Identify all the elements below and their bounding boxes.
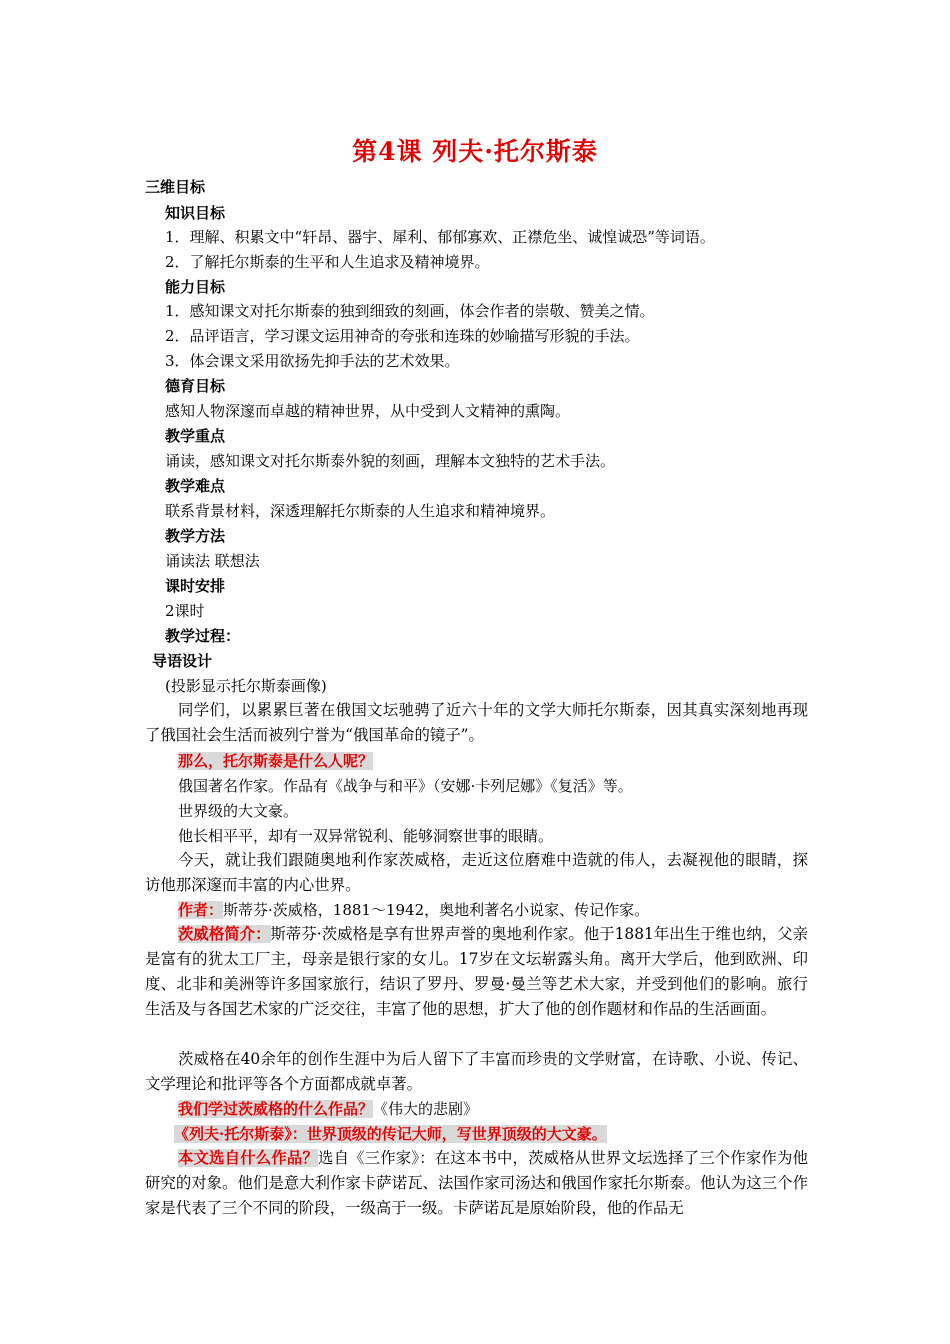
bio-label: 茨威格简介： [178,925,271,943]
keshi-text: 2课时 [165,602,205,620]
heading-guocheng: 教学过程： [165,627,241,645]
question-works [178,1098,478,1119]
answer-line-2: 世界级的大文豪。 [178,802,299,820]
author-text: 斯蒂芬·茨威格，1881～1942，奥地利著名小说家、传记作家。 [223,901,650,919]
heading-daoyu: 导语设计 [152,652,213,670]
answer-line-3: 他长相平平，却有一双异常锐利、能够洞察世事的眼睛。 [178,827,554,845]
highlight-text: 《列夫·托尔斯泰》：世界顶级的传记大师，写世界顶级的大文豪。 [174,1125,607,1143]
heading-fangfa: 教学方法 [165,527,226,545]
question-works-answer: 《伟大的悲剧》 [373,1100,479,1118]
author-label: 作者： [178,901,224,919]
touying-note: (投影显示托尔斯泰画像) [165,677,327,695]
bio-paragraph [145,922,808,1022]
answer-line-1: 俄国著名作家。作品有《战争与和平》（安娜·卡列尼娜》《复活》等。 [178,777,633,795]
nengli-item-3: 3．体会课文采用欲扬先抑手法的艺术效果。 [165,352,460,370]
heading-nandian: 教学难点 [165,477,226,495]
zhishi-item-2: 2．了解托尔斯泰的生平和人生追求及精神境界。 [165,253,490,271]
highlight-line [174,1123,607,1144]
intro-paragraph: 同学们，以累累巨著在俄国文坛驰骋了近六十年的文学大师托尔斯泰，因其真实深刻地再现了俄国社会生活而被列宁誉为“俄国革命的镜子”。 [145,701,808,744]
source-paragraph [145,1146,808,1221]
works-paragraph: 茨威格在40余年的创作生涯中为后人留下了丰富而珍贵的文学财富，在诗歌、小说、传记、文学理论和批评等各个方面都成就卓著。 [145,1050,808,1093]
heading-zhongdian: 教学重点 [165,427,226,445]
heading-keshi: 课时安排 [165,577,226,595]
bio-text: 斯蒂芬·茨威格是享有世界声誉的奥地利作家。他于1881年出生于维也纳，父亲是富有的犹太工厂主，母亲是银行家的女儿。17岁在文坛崭露头角。离开大学后，他到欧洲、印度、北非和美洲等许多国家旅行，结识了罗丹、罗曼·曼兰等艺术大家，并受到他们的影响。旅行生活及与各国艺术家的广泛交往，丰富了他的思想，扩大了他的创作题材和作品的生活画面。 [145,925,808,1018]
document-title: 第4课 列夫·托尔斯泰 [352,137,598,166]
nengli-item-2: 2．品评语言，学习课文运用神奇的夸张和连珠的妙喻描写形貌的手法。 [165,327,640,345]
question-who [178,750,373,771]
nengli-item-1: 1．感知课文对托尔斯泰的独到细致的刻画，体会作者的崇敬、赞美之情。 [165,302,655,320]
author-line [178,899,649,920]
source-text: 选自《三作家》：在这本书中，茨威格从世界文坛选择了三个作家作为他研究的对象。他们是意大利作家卡萨诺瓦、法国作家司汤达和俄国作家托尔斯泰。他认为这三个作家是代表了三个不同的阶段，一级高于一级。卡萨诺瓦是原始阶段，他的作品无 [145,1149,808,1217]
fangfa-text: 诵读法 联想法 [165,552,260,570]
question-who-text: 那么，托尔斯泰是什么人呢？ [178,752,374,770]
today-paragraph: 今天，就让我们跟随奥地利作家茨威格，走近这位磨难中造就的伟人，去凝视他的眼睛，探访他那深邃而丰富的内心世界。 [145,851,808,894]
heading-deyu: 德育目标 [165,377,226,395]
question-works-label: 我们学过茨威格的什么作品？ [178,1100,374,1118]
source-label: 本文选自什么作品？ [178,1149,319,1167]
zhishi-item-1: 1．理解、积累文中“轩昂、器宇、犀利、郁郁寡欢、正襟危坐、诚惶诚恐”等词语。 [165,228,715,246]
heading-nengli: 能力目标 [165,278,226,296]
heading-zhishi: 知识目标 [165,204,226,222]
section-heading-san-wei: 三维目标 [145,178,206,196]
nandian-text: 联系背景材料，深透理解托尔斯泰的人生追求和精神境界。 [165,502,556,520]
zhongdian-text: 诵读，感知课文对托尔斯泰外貌的刻画，理解本文独特的艺术手法。 [165,452,616,470]
deyu-text: 感知人物深邃而卓越的精神世界，从中受到人文精神的熏陶。 [165,402,571,420]
